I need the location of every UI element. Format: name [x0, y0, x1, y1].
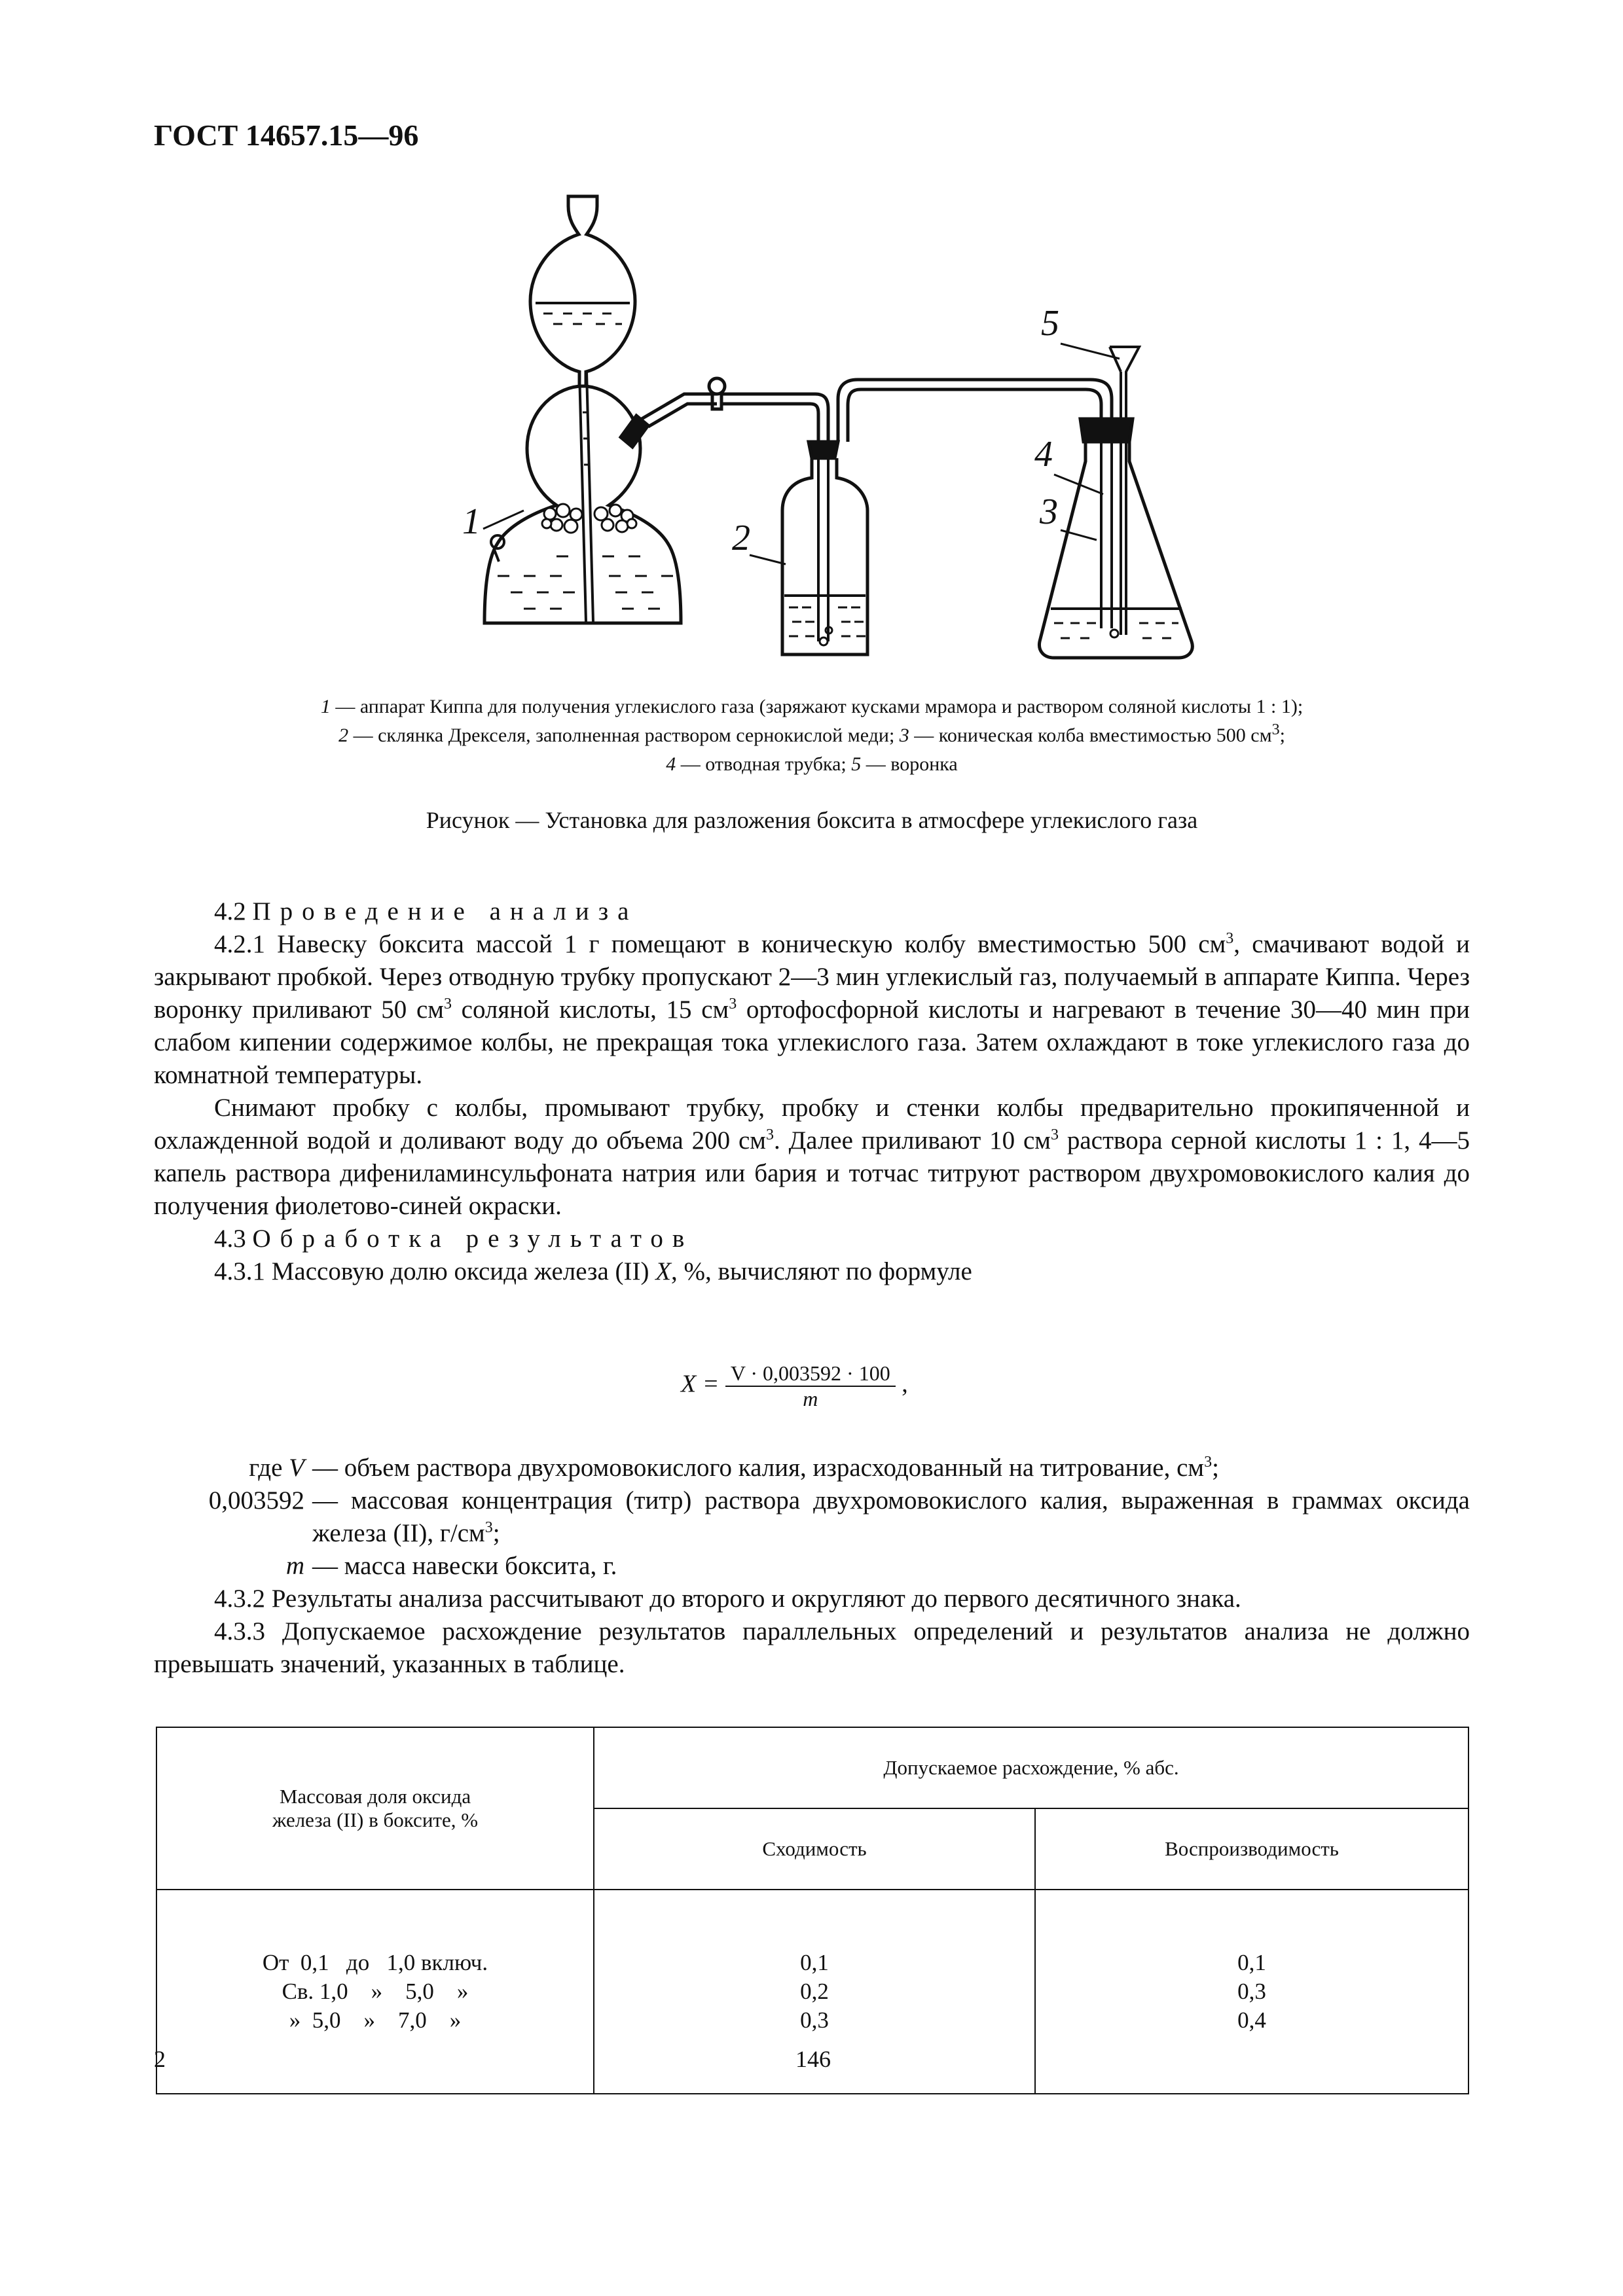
figure-label-5: 5 [1041, 303, 1059, 344]
figure-caption [154, 692, 1470, 779]
table-header-reproducibility: Воспроизводимость [1035, 1808, 1468, 1890]
definition-row: где V — объем раствора двухромовокислого калия, израсходованный на титрование, $см^3$; [249, 1454, 1219, 1482]
table-header-convergence: Сходимость [594, 1808, 1035, 1890]
figure-label-3: 3 [1040, 492, 1058, 532]
document-header: ГОСТ 14657.15—96 [154, 118, 419, 152]
definition-row: m — масса навески боксита, г. [285, 1552, 617, 1580]
section-heading-4-2: 4.2 Проведение анализа [214, 897, 638, 925]
section-heading-4-3: 4.3 Обработка результатов [214, 1225, 694, 1253]
page-number-left: 2 [154, 2046, 166, 2072]
figure-title: Рисунок — Установка для разложения боксита в атмосфере углекислого газа [426, 807, 1198, 833]
apparatus-figure [458, 183, 1539, 681]
conical-flask [1039, 347, 1192, 658]
caption-line: 2 — склянка Дрекселя, заполненная раствором сернокислой меди; 3 — коническая колба вместимостью 500 $см^3$; [338, 721, 1285, 746]
table-header-mass-fraction: Массовая доля оксида железа (II) в боксите, % [156, 1727, 594, 1890]
figure-label-4: 4 [1034, 434, 1053, 475]
formula-definitions [154, 1452, 1470, 1681]
caption-line: 4 — отводная трубка; 5 — воронка [666, 753, 958, 775]
paragraph-4-2-1: 4.2.1 Навеску боксита массой 1 г помещают в коническую колбу вместимостью 500 $см^3$, смачивают водой и закрывают пробкой. Через отводную трубку пропускают 2—3 мин углекислый газ, получаемый в аппарате Киппа. Через воронку приливают 50 $см^3$ соляной кислоты, 15 $см^3$ ортофосфорной кислоты и нагревают в течение 30—40 мин при слабом кипении содержимое колбы, не прекращая тока углекислого газа. Затем охлаждают в токе углекислого газа до комнатной температуры. [154, 930, 1470, 1089]
figure-label-2: 2 [732, 518, 750, 558]
table-header-group: Допускаемое расхождение, % абс. [594, 1727, 1468, 1808]
table-row: От 0,1 до 1,0 включ. Св. 1,0 » 5,0 » » 5,0 » 7,0 » 0,1 0,2 0,3 0,1 0,3 0,4 [156, 1890, 1468, 2094]
tolerance-table [156, 1727, 1469, 2094]
main-text [154, 895, 1470, 1288]
formula-fraction: $\frac{V \cdot 0,003592 \cdot 100}{m}$ [725, 1361, 896, 1411]
paragraph-4-2-1-cont: Снимают пробку с колбы, промывают трубку, пробку и стенки колбы предварительно прокипяченной и охлажденной водой и доливают воду до объема 200 $см^3$. Далее приливают 10 $см^3$ раствора серной кислоты 1 : 1, 4—5 капель раствора дифениламинсульфоната натрия или бария и тотчас титруют раствором двухромовокислого калия до получения фиолетово-синей окраски. [154, 1094, 1470, 1220]
drechsel-bottle [782, 380, 1112, 655]
kipp-apparatus [484, 196, 725, 623]
page-number-center: 146 [795, 2046, 831, 2072]
paragraph-4-3-3: 4.3.3 Допускаемое расхождение результатов параллельных определений и результатов анализа не должно превышать значений, указанных в таблице. [154, 1617, 1470, 1678]
paragraph-4-3-1: 4.3.1 Массовую долю оксида железа (II) X, %, вычисляют по формуле [214, 1257, 972, 1285]
paragraph-4-3-2: 4.3.2 Результаты анализа рассчитывают до второго и округляют до первого десятичного знака. [214, 1585, 1241, 1613]
definition-row: 0,003592 — массовая концентрация (титр) раствора двухромовокислого калия, выраженная в граммах оксида железа (II), $г/см^3$; [208, 1486, 1470, 1547]
figure-label-1: 1 [462, 501, 481, 542]
formula: X = $\frac{V \cdot 0,003592 \cdot 100}{m}$ , [681, 1361, 908, 1410]
caption-line: 1 — аппарат Киппа для получения углекислого газа (заряжают кусками мрамора и раствором соляной кислоты 1 : 1); [320, 696, 1304, 717]
